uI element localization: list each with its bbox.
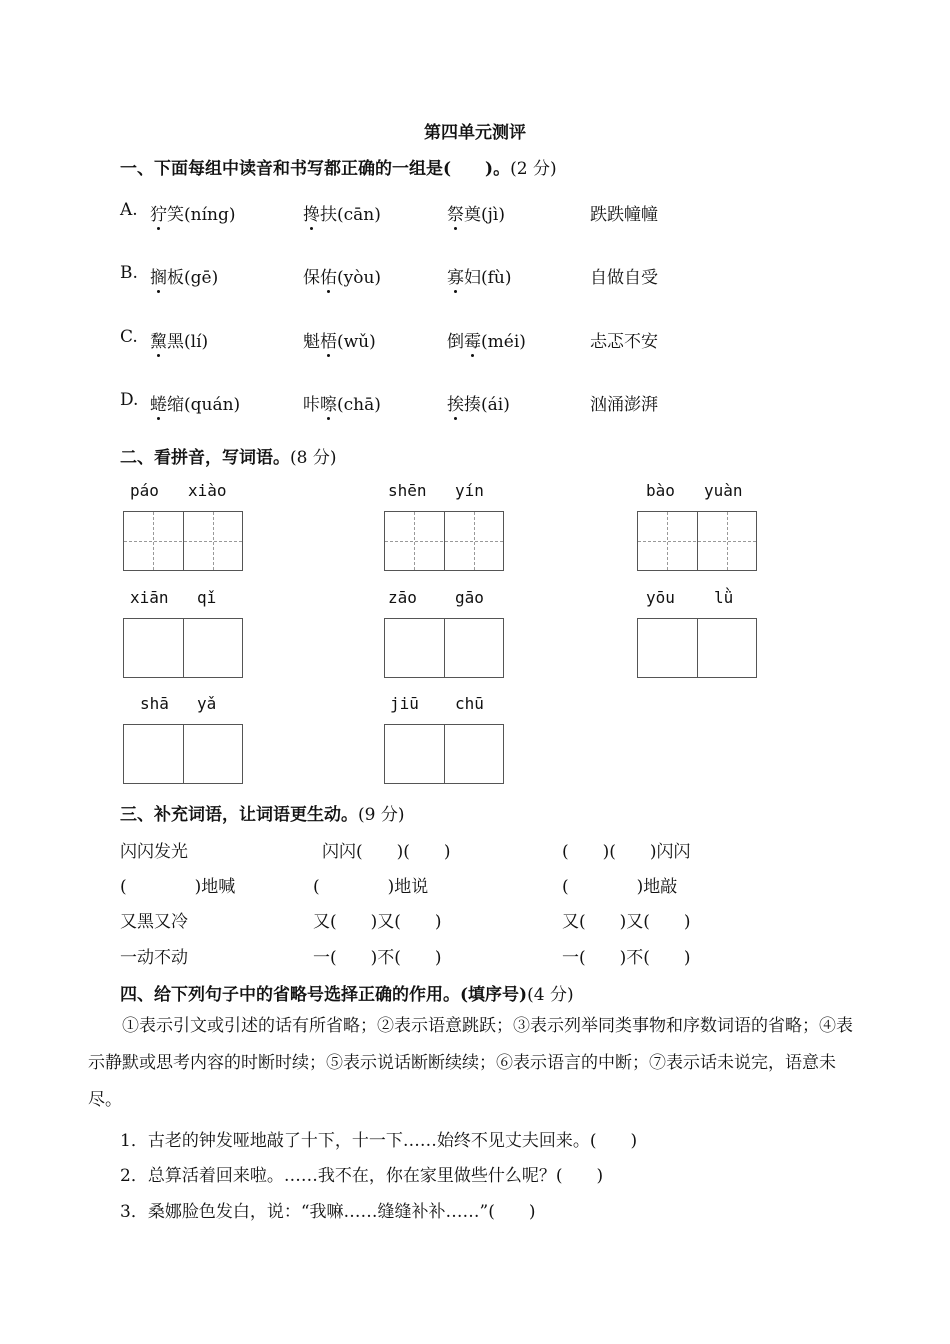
dotted-char: 搁 (150, 268, 167, 288)
option-c-word-1 (150, 327, 208, 352)
fill-word[interactable]: 闪闪( )( ) (322, 842, 451, 862)
option-b-word-1 (150, 263, 218, 288)
option-c (120, 327, 138, 347)
word-rest: (chā) (337, 395, 381, 415)
word-pre: 倒 (447, 332, 464, 352)
option-a-word-4 (590, 200, 658, 225)
pinyin: shā (140, 694, 169, 713)
option-label: C. (120, 327, 138, 347)
option-d-word-2 (303, 390, 381, 415)
writing-box[interactable] (637, 511, 757, 571)
dotted-char: 狞 (150, 205, 167, 225)
pinyin: yōu (646, 588, 675, 607)
fill-word[interactable]: 又( )又( ) (313, 912, 442, 932)
word-rest: 揍(ái) (464, 395, 510, 415)
fill-word: 又黑又冷 (120, 912, 188, 932)
word-rest: 板(gē) (167, 268, 219, 288)
pinyin: bào (646, 481, 675, 500)
writing-box[interactable] (123, 724, 243, 784)
writing-box[interactable] (123, 618, 243, 678)
pinyin: zāo (388, 588, 417, 607)
option-a-word-1 (150, 200, 235, 225)
option-label: A. (120, 200, 138, 220)
option-d-word-3 (447, 390, 510, 415)
word-rest: (méi) (481, 332, 526, 352)
question-3[interactable]: 3．桑娜脸色发白，说：“我嘛……缝缝补补……”( ) (120, 1202, 536, 1222)
section-2-score: (8 分) (290, 448, 337, 468)
option-c-word-2 (303, 327, 376, 352)
option-a-word-2 (303, 200, 381, 225)
writing-box[interactable] (637, 618, 757, 678)
section-4-heading-text: 四、给下列句子中的省略号选择正确的作用。(填序号) (120, 985, 528, 1005)
writing-box[interactable] (384, 511, 504, 571)
fill-word[interactable]: ( )( )闪闪 (562, 842, 691, 862)
pinyin: yǎ (197, 694, 217, 713)
section-4-score: (4 分) (527, 985, 574, 1005)
pinyin: lǜ (714, 588, 734, 607)
fill-word[interactable]: 又( )又( ) (562, 912, 691, 932)
option-b-word-2 (303, 263, 381, 288)
option-a-word-3 (447, 200, 505, 225)
option-b (120, 263, 138, 283)
word-rest: (yòu) (337, 268, 382, 288)
word-rest: 奠(jì) (464, 205, 505, 225)
dotted-char: 嚓 (320, 395, 337, 415)
dotted-char: 寡 (447, 268, 464, 288)
pinyin: xiān (130, 588, 169, 607)
option-b-word-3 (447, 263, 512, 288)
dotted-char: 梧 (320, 332, 337, 352)
pinyin: gāo (455, 588, 484, 607)
section-3-heading-text: 三、补充词语，让词语更生动。 (120, 805, 358, 825)
section-2-heading-text: 二、看拼音，写词语。 (120, 448, 290, 468)
pinyin: páo (130, 481, 159, 500)
question-2[interactable]: 2．总算活着回来啦。……我不在，你在家里做些什么呢？( ) (120, 1166, 604, 1186)
writing-box[interactable] (123, 511, 243, 571)
fill-word[interactable]: ( )地说 (313, 877, 429, 897)
section-4-heading (120, 980, 574, 1005)
word-rest: 跌跌幢幢 (590, 205, 658, 225)
question-1[interactable]: 1．古老的钟发哑地敲了十下，十一下……始终不见丈夫回来。( ) (120, 1131, 638, 1151)
option-c-word-4 (590, 327, 658, 352)
section-1-score: (2 分) (510, 159, 557, 179)
fill-word[interactable]: 一( )不( ) (562, 948, 691, 968)
option-d-word-4 (590, 390, 658, 415)
writing-box[interactable] (384, 618, 504, 678)
option-c-word-3 (447, 327, 526, 352)
word-rest: 扶(cān) (320, 205, 381, 225)
word-rest: 缩(quán) (167, 395, 241, 415)
word-pre: 魁 (303, 332, 320, 352)
pinyin: yuàn (704, 481, 743, 500)
word-rest: (wǔ) (337, 332, 376, 352)
dotted-char: 霉 (464, 332, 481, 352)
fill-word: 一动不动 (120, 948, 188, 968)
word-rest: 妇(fù) (464, 268, 512, 288)
word-rest: 自做自受 (590, 268, 658, 288)
dotted-char: 搀 (303, 205, 320, 225)
word-rest: 笑(níng) (167, 205, 236, 225)
dotted-char: 蜷 (150, 395, 167, 415)
option-label: B. (120, 263, 138, 283)
word-pre: 保 (303, 268, 320, 288)
pinyin: shēn (388, 481, 427, 500)
pinyin: qǐ (197, 588, 217, 607)
option-b-word-4 (590, 263, 658, 288)
fill-word: 闪闪发光 (120, 842, 188, 862)
option-label: D. (120, 390, 139, 410)
dotted-char: 挨 (447, 395, 464, 415)
dotted-char: 黧 (150, 332, 167, 352)
word-rest: 汹涌澎湃 (590, 395, 658, 415)
option-d-word-1 (150, 390, 240, 415)
word-rest: 忐忑不安 (590, 332, 658, 352)
section-3-score: (9 分) (358, 805, 405, 825)
pinyin: chū (455, 694, 484, 713)
options-paragraph-text: ①表示引文或引述的话有所省略；②表示语意跳跃；③表示列举同类事物和序数词语的省略；④表示静默或思考内容的时断时续；⑤表示说话断断续续；⑥表示语言的中断；⑦表示话未说完，语意未尽。 (88, 1016, 853, 1110)
section-1-heading-text: 一、下面每组中读音和书写都正确的一组是( )。 (120, 159, 511, 179)
pinyin: jiū (390, 694, 419, 713)
pinyin: yín (455, 481, 484, 500)
pinyin: xiào (188, 481, 227, 500)
dotted-char: 佑 (320, 268, 337, 288)
writing-box[interactable] (384, 724, 504, 784)
page-title: 第四单元测评 (424, 123, 526, 143)
options-paragraph (88, 1008, 863, 1119)
fill-word[interactable]: ( )地敲 (562, 877, 678, 897)
section-1-heading (120, 154, 557, 179)
option-d (120, 390, 138, 410)
option-a (120, 200, 138, 220)
fill-word[interactable]: 一( )不( ) (313, 948, 442, 968)
word-rest: 黑(lí) (167, 332, 209, 352)
fill-word[interactable]: ( )地喊 (120, 877, 236, 897)
dotted-char: 祭 (447, 205, 464, 225)
section-3-heading (120, 800, 404, 825)
word-pre: 咔 (303, 395, 320, 415)
section-2-heading (120, 443, 336, 468)
